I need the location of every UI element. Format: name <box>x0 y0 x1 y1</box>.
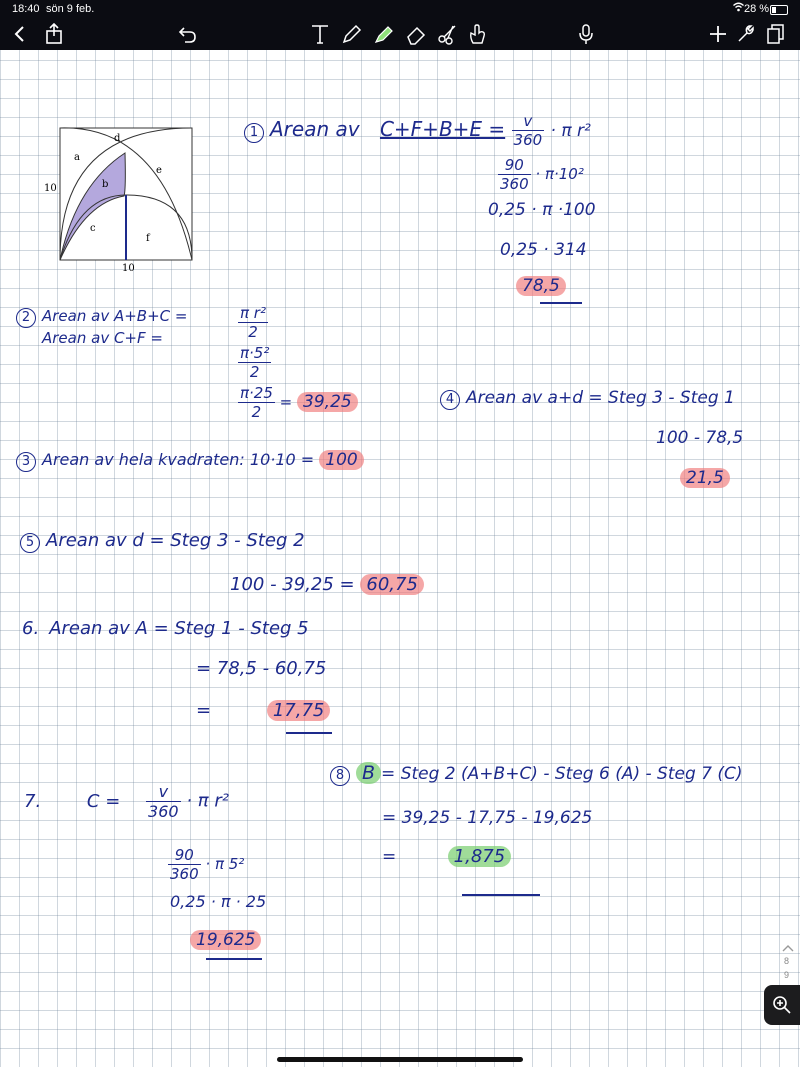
step-7-line <box>24 782 229 821</box>
hand-tool-icon[interactable] <box>466 22 490 46</box>
side-left-label: 10 <box>44 183 57 194</box>
step-6-label: 6. <box>22 618 40 639</box>
step-6-text: Arean av A = Steg 1 - Steg 5 <box>49 618 309 639</box>
step-7-frac-den: 360 <box>148 802 179 821</box>
step-5-line <box>20 530 305 553</box>
battery-icon <box>770 5 788 15</box>
step-8-number: 8 <box>330 766 350 786</box>
label-d: d <box>114 133 121 144</box>
wifi-icon <box>733 2 744 15</box>
step-1-line-3: 0,25 · π ·100 <box>488 200 596 220</box>
step-8-line-3 <box>382 846 511 867</box>
eraser-tool-icon[interactable] <box>404 22 428 46</box>
microphone-icon[interactable] <box>574 22 598 46</box>
step-2-f3-num: π·25 <box>240 384 273 402</box>
step-6-l3: = <box>196 700 212 721</box>
wrench-icon[interactable] <box>734 22 758 46</box>
step-8-line-2: = 39,25 - 17,75 - 19,625 <box>382 808 593 828</box>
step-7-tail: · π r² <box>186 790 229 812</box>
step-1-result: 78,5 <box>516 276 566 296</box>
step-3-number: 3 <box>16 452 36 472</box>
step-8-l3: = <box>382 847 397 867</box>
step-3-result: 100 <box>319 450 363 470</box>
text-tool-icon[interactable] <box>308 22 332 46</box>
step-2-f3-den: 2 <box>251 403 262 421</box>
step-7-result: 19,625 <box>190 930 261 950</box>
step-2-result: 39,25 <box>297 392 358 412</box>
step-7-l2-num: 90 <box>168 846 201 865</box>
step-7-l2-den: 360 <box>170 865 199 883</box>
step-1-line-4: 0,25 · 314 <box>500 240 587 260</box>
step-2-f2-den: 2 <box>249 363 260 381</box>
step-8-text: = Steg 2 (A+B+C) - Steg 6 (A) - Steg 7 (C) <box>381 764 743 784</box>
label-b: b <box>102 179 109 190</box>
highlighter-tool-icon[interactable] <box>372 22 396 46</box>
step-4-line-2: 100 - 78,5 <box>656 428 744 448</box>
step-6-line <box>22 618 309 639</box>
step-4-line <box>440 388 735 410</box>
step-2-f1-den: 2 <box>248 323 258 341</box>
geometry-figure <box>40 125 200 275</box>
step-6-result: 17,75 <box>267 700 331 721</box>
step-2-f2-num: π·5² <box>240 344 270 362</box>
step-1-underline <box>540 302 582 304</box>
page-current: 8 <box>784 956 790 966</box>
step-1-line-2 <box>498 156 584 193</box>
step-1-l2-tail: · π·10² <box>535 165 584 183</box>
step-6-line-2: = 78,5 - 60,75 <box>196 658 327 679</box>
share-icon[interactable] <box>42 22 66 46</box>
step-1-l2-den: 360 <box>500 175 529 193</box>
pen-tool-icon[interactable] <box>340 22 364 46</box>
step-4-number: 4 <box>440 390 460 410</box>
step-8-underline <box>462 894 540 896</box>
step-1-frac-den: 360 <box>513 131 543 149</box>
step-7-l2-tail: · π 5² <box>205 855 245 873</box>
step-2-line-2: Arean av C+F = <box>42 329 163 347</box>
step-7-line-3: 0,25 · π · 25 <box>170 892 267 911</box>
step-2-f1-num: π r² <box>240 304 266 322</box>
add-icon[interactable] <box>706 22 730 46</box>
step-4-text: Arean av a+d = Steg 3 - Steg 1 <box>466 388 735 408</box>
app-toolbar <box>0 0 800 50</box>
step-5-text: Arean av d = Steg 3 - Steg 2 <box>46 530 305 551</box>
step-6-line-3 <box>196 700 330 721</box>
step-2-heading <box>16 306 187 348</box>
step-8-line <box>330 762 743 786</box>
step-5-line-2 <box>230 574 424 595</box>
step-8-lhs: B <box>356 762 381 784</box>
label-c: c <box>90 223 96 234</box>
step-2-number: 2 <box>16 308 36 328</box>
step-5-l2: 100 - 39,25 = <box>230 574 355 595</box>
step-7-line-2 <box>168 846 244 883</box>
label-e: e <box>156 165 162 176</box>
step-7-lhs: C = <box>86 790 121 812</box>
step-5-result: 60,75 <box>360 574 424 595</box>
battery-percent: 28 % <box>744 3 770 15</box>
step-2-frac-2 <box>238 344 271 381</box>
step-3-text: Arean av hela kvadraten: 10·10 = <box>42 450 315 469</box>
step-2-frac-1 <box>238 304 268 341</box>
back-chevron-icon[interactable] <box>8 22 32 46</box>
status-bar <box>0 0 800 18</box>
step-5-number: 5 <box>20 533 40 553</box>
step-1-l2-num: 90 <box>498 156 531 175</box>
step-3-line <box>16 450 364 472</box>
undo-icon[interactable] <box>176 22 200 46</box>
step-7-label: 7. <box>24 790 42 812</box>
side-bottom-label: 10 <box>122 263 135 274</box>
status-time: 18:40 <box>12 3 40 15</box>
step-1-frac-num: v <box>512 112 545 131</box>
step-7-frac-num: v <box>146 782 181 802</box>
step-1-number: 1 <box>244 123 264 143</box>
step-2-frac-3 <box>238 384 358 421</box>
zoom-in-icon <box>772 995 792 1015</box>
label-a: a <box>74 152 80 163</box>
step-1-tail: · π r² <box>550 121 591 141</box>
step-7-underline <box>206 958 262 960</box>
step-4-result: 21,5 <box>680 468 730 488</box>
home-indicator[interactable] <box>277 1057 523 1062</box>
page-total: 9 <box>784 970 790 980</box>
zoom-button[interactable] <box>764 985 800 1025</box>
step-8-result: 1,875 <box>448 846 512 867</box>
step-2-line-1: Arean av A+B+C = <box>42 307 188 325</box>
step-1-expr: C+F+B+E = <box>379 117 506 141</box>
step-2-equals: = <box>279 393 293 411</box>
pages-icon[interactable] <box>764 22 788 46</box>
step-6-underline <box>286 732 332 734</box>
step-1-heading <box>244 112 591 149</box>
step-1-label: Arean av <box>270 117 360 141</box>
scissors-tool-icon[interactable] <box>436 22 460 46</box>
label-f: f <box>146 233 150 244</box>
status-date: sön 9 feb. <box>46 3 95 15</box>
